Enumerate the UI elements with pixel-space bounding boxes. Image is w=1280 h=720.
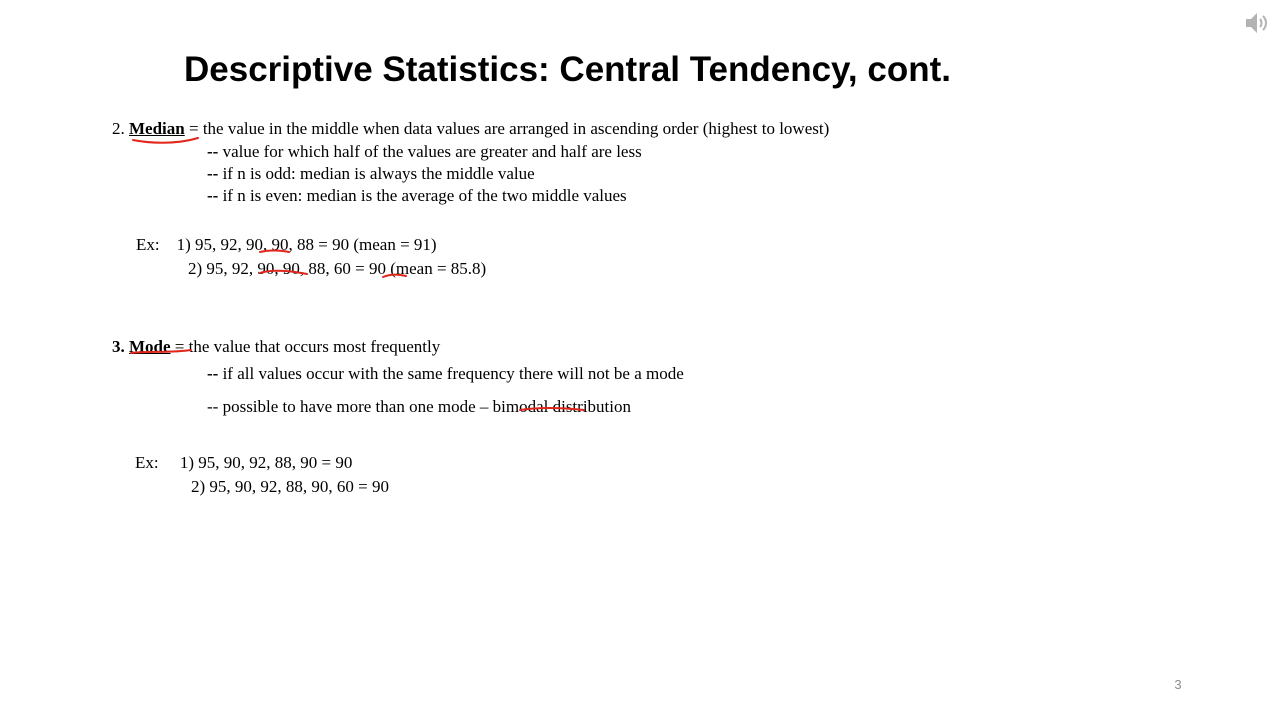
mode-definition: = the value that occurs most frequently bbox=[170, 337, 441, 356]
bullet-dash: -- bbox=[207, 186, 219, 205]
median-bullet-2 bbox=[207, 163, 535, 185]
example-text: 1) 95, 90, 92, 88, 90 = 90 bbox=[179, 453, 353, 472]
median-definition-line bbox=[112, 118, 829, 140]
bullet-dash: -- bbox=[207, 164, 219, 183]
bullet-dash: -- bbox=[207, 397, 219, 416]
median-bullet-3 bbox=[207, 185, 627, 207]
mode-bullet-1 bbox=[207, 363, 684, 385]
example-label: Ex: bbox=[136, 235, 160, 254]
median-definition: = the value in the middle when data values are arranged in ascending order (highest to lowest) bbox=[184, 119, 830, 138]
mode-term: Mode bbox=[129, 337, 171, 356]
median-term: Median bbox=[129, 119, 185, 138]
mode-definition-line bbox=[112, 336, 440, 358]
speaker-icon[interactable] bbox=[1243, 10, 1271, 36]
bullet-text: if n is odd: median is always the middle value bbox=[218, 164, 535, 183]
median-bullet-1 bbox=[207, 141, 642, 163]
bullet-text: possible to have more than one mode – bimodal distribution bbox=[218, 397, 631, 416]
median-example-1 bbox=[136, 234, 437, 256]
mode-number: 3. bbox=[112, 337, 125, 356]
page-number: 3 bbox=[1174, 677, 1182, 692]
median-example-2 bbox=[188, 258, 486, 280]
example-text: 1) 95, 92, 90, 90, 88 = 90 (mean = 91) bbox=[176, 235, 437, 254]
speaker-icon-graphic bbox=[1243, 10, 1271, 36]
mode-example-2 bbox=[191, 476, 389, 498]
median-number: 2. bbox=[112, 119, 125, 138]
bullet-text: value for which half of the values are greater and half are less bbox=[218, 142, 642, 161]
bullet-dash: -- bbox=[207, 364, 219, 383]
example-label: Ex: bbox=[135, 453, 159, 472]
bullet-dash: -- bbox=[207, 142, 219, 161]
example-text: 2) 95, 90, 92, 88, 90, 60 = 90 bbox=[191, 477, 389, 496]
bullet-text: if n is even: median is the average of the two middle values bbox=[218, 186, 627, 205]
slide-title: Descriptive Statistics: Central Tendency, cont. bbox=[184, 50, 951, 89]
example-text: 2) 95, 92, 90, 90, 88, 60 = 90 (mean = 85.8) bbox=[188, 259, 487, 278]
bullet-text: if all values occur with the same frequency there will not be a mode bbox=[218, 364, 684, 383]
mode-example-1 bbox=[135, 452, 352, 474]
mode-bullet-2 bbox=[207, 396, 631, 418]
